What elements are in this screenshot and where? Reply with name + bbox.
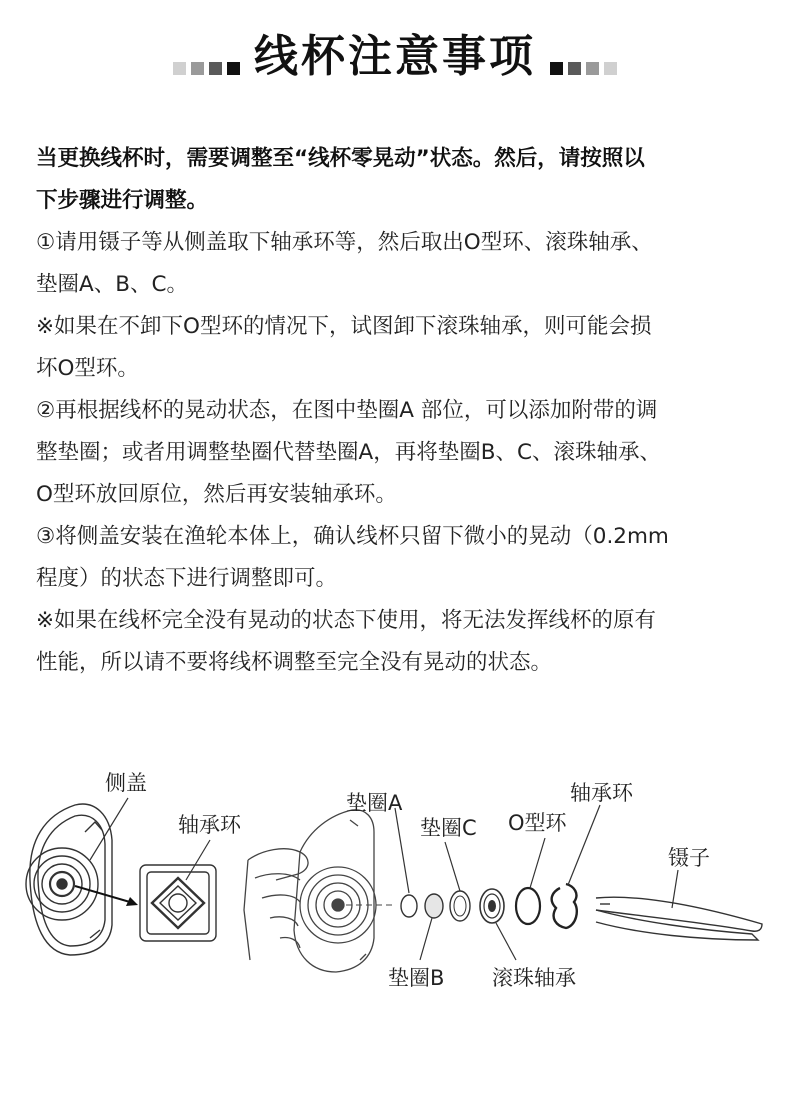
instruction-line: 坏O型环。	[36, 356, 139, 381]
washer-b-part	[425, 894, 443, 918]
pointer-arrow	[75, 886, 138, 906]
label-washer-a: 垫圈A	[346, 791, 403, 815]
instruction-line: 垫圈A、B、C。	[36, 272, 188, 297]
label-washer-b: 垫圈B	[388, 966, 445, 990]
decor-square	[604, 62, 617, 75]
instructions-body	[36, 138, 756, 684]
label-ball-bearing: 滚珠轴承	[492, 966, 576, 990]
instruction-line: ①请用镊子等从侧盖取下轴承环等，然后取出O型环、滚珠轴承、	[36, 230, 653, 255]
instruction-line: ※如果在线杯完全没有晃动的状态下使用，将无法发挥线杯的原有	[36, 608, 657, 633]
right-decor-squares	[550, 29, 617, 85]
label-bearing-ring-right: 轴承环	[570, 781, 633, 805]
bearing-ring-closeup	[140, 865, 216, 941]
washer-a-part	[401, 895, 417, 917]
instruction-line: 程度）的状态下进行调整即可。	[36, 566, 338, 591]
instruction-line: ※如果在不卸下O型环的情况下，试图卸下滚珠轴承，则可能会损	[36, 314, 652, 339]
o-ring-part	[516, 888, 540, 924]
leader-lines-left	[90, 798, 210, 880]
page-title: 线杯注意事项	[254, 31, 536, 82]
lead-text-line: 当更换线杯时，需要调整至“线杯零晃动”状态。然后，请按照以	[36, 146, 645, 171]
tweezers-illustration	[596, 897, 762, 940]
instruction-line: O型环放回原位，然后再安装轴承环。	[36, 482, 397, 507]
instruction-line: 整垫圈；或者用调整垫圈代替垫圈A，再将垫圈B、C、滚珠轴承、	[36, 440, 661, 465]
label-tweezers: 镊子	[668, 846, 710, 870]
decor-square	[568, 62, 581, 75]
side-cover-illustration	[26, 804, 112, 955]
page-header	[0, 22, 790, 92]
decor-square	[191, 62, 204, 75]
decor-square	[227, 62, 240, 75]
label-side-cover: 侧盖	[105, 771, 147, 795]
decor-square	[173, 62, 186, 75]
washer-c-part	[450, 891, 470, 921]
ball-bearing-part	[480, 889, 504, 923]
hand-with-cover-illustration	[244, 810, 376, 972]
bearing-ring-part	[552, 884, 577, 928]
lead-text-line: 下步骤进行调整。	[36, 188, 209, 213]
decor-square	[550, 62, 563, 75]
decor-square	[586, 62, 599, 75]
label-o-ring: O型环	[508, 811, 567, 835]
instruction-line: 性能，所以请不要将线杯调整至完全没有晃动的状态。	[36, 650, 553, 675]
instruction-line: ②再根据线杯的晃动状态，在图中垫圈A 部位，可以添加附带的调	[36, 398, 658, 423]
instruction-line: ③将侧盖安装在渔轮本体上，确认线杯只留下微小的晃动（0.2mm	[36, 524, 669, 549]
decor-square	[209, 62, 222, 75]
left-decor-squares	[173, 29, 240, 85]
label-washer-c: 垫圈C	[420, 816, 477, 840]
parts-diagram	[0, 760, 790, 1010]
label-bearing-ring-left: 轴承环	[178, 813, 241, 837]
